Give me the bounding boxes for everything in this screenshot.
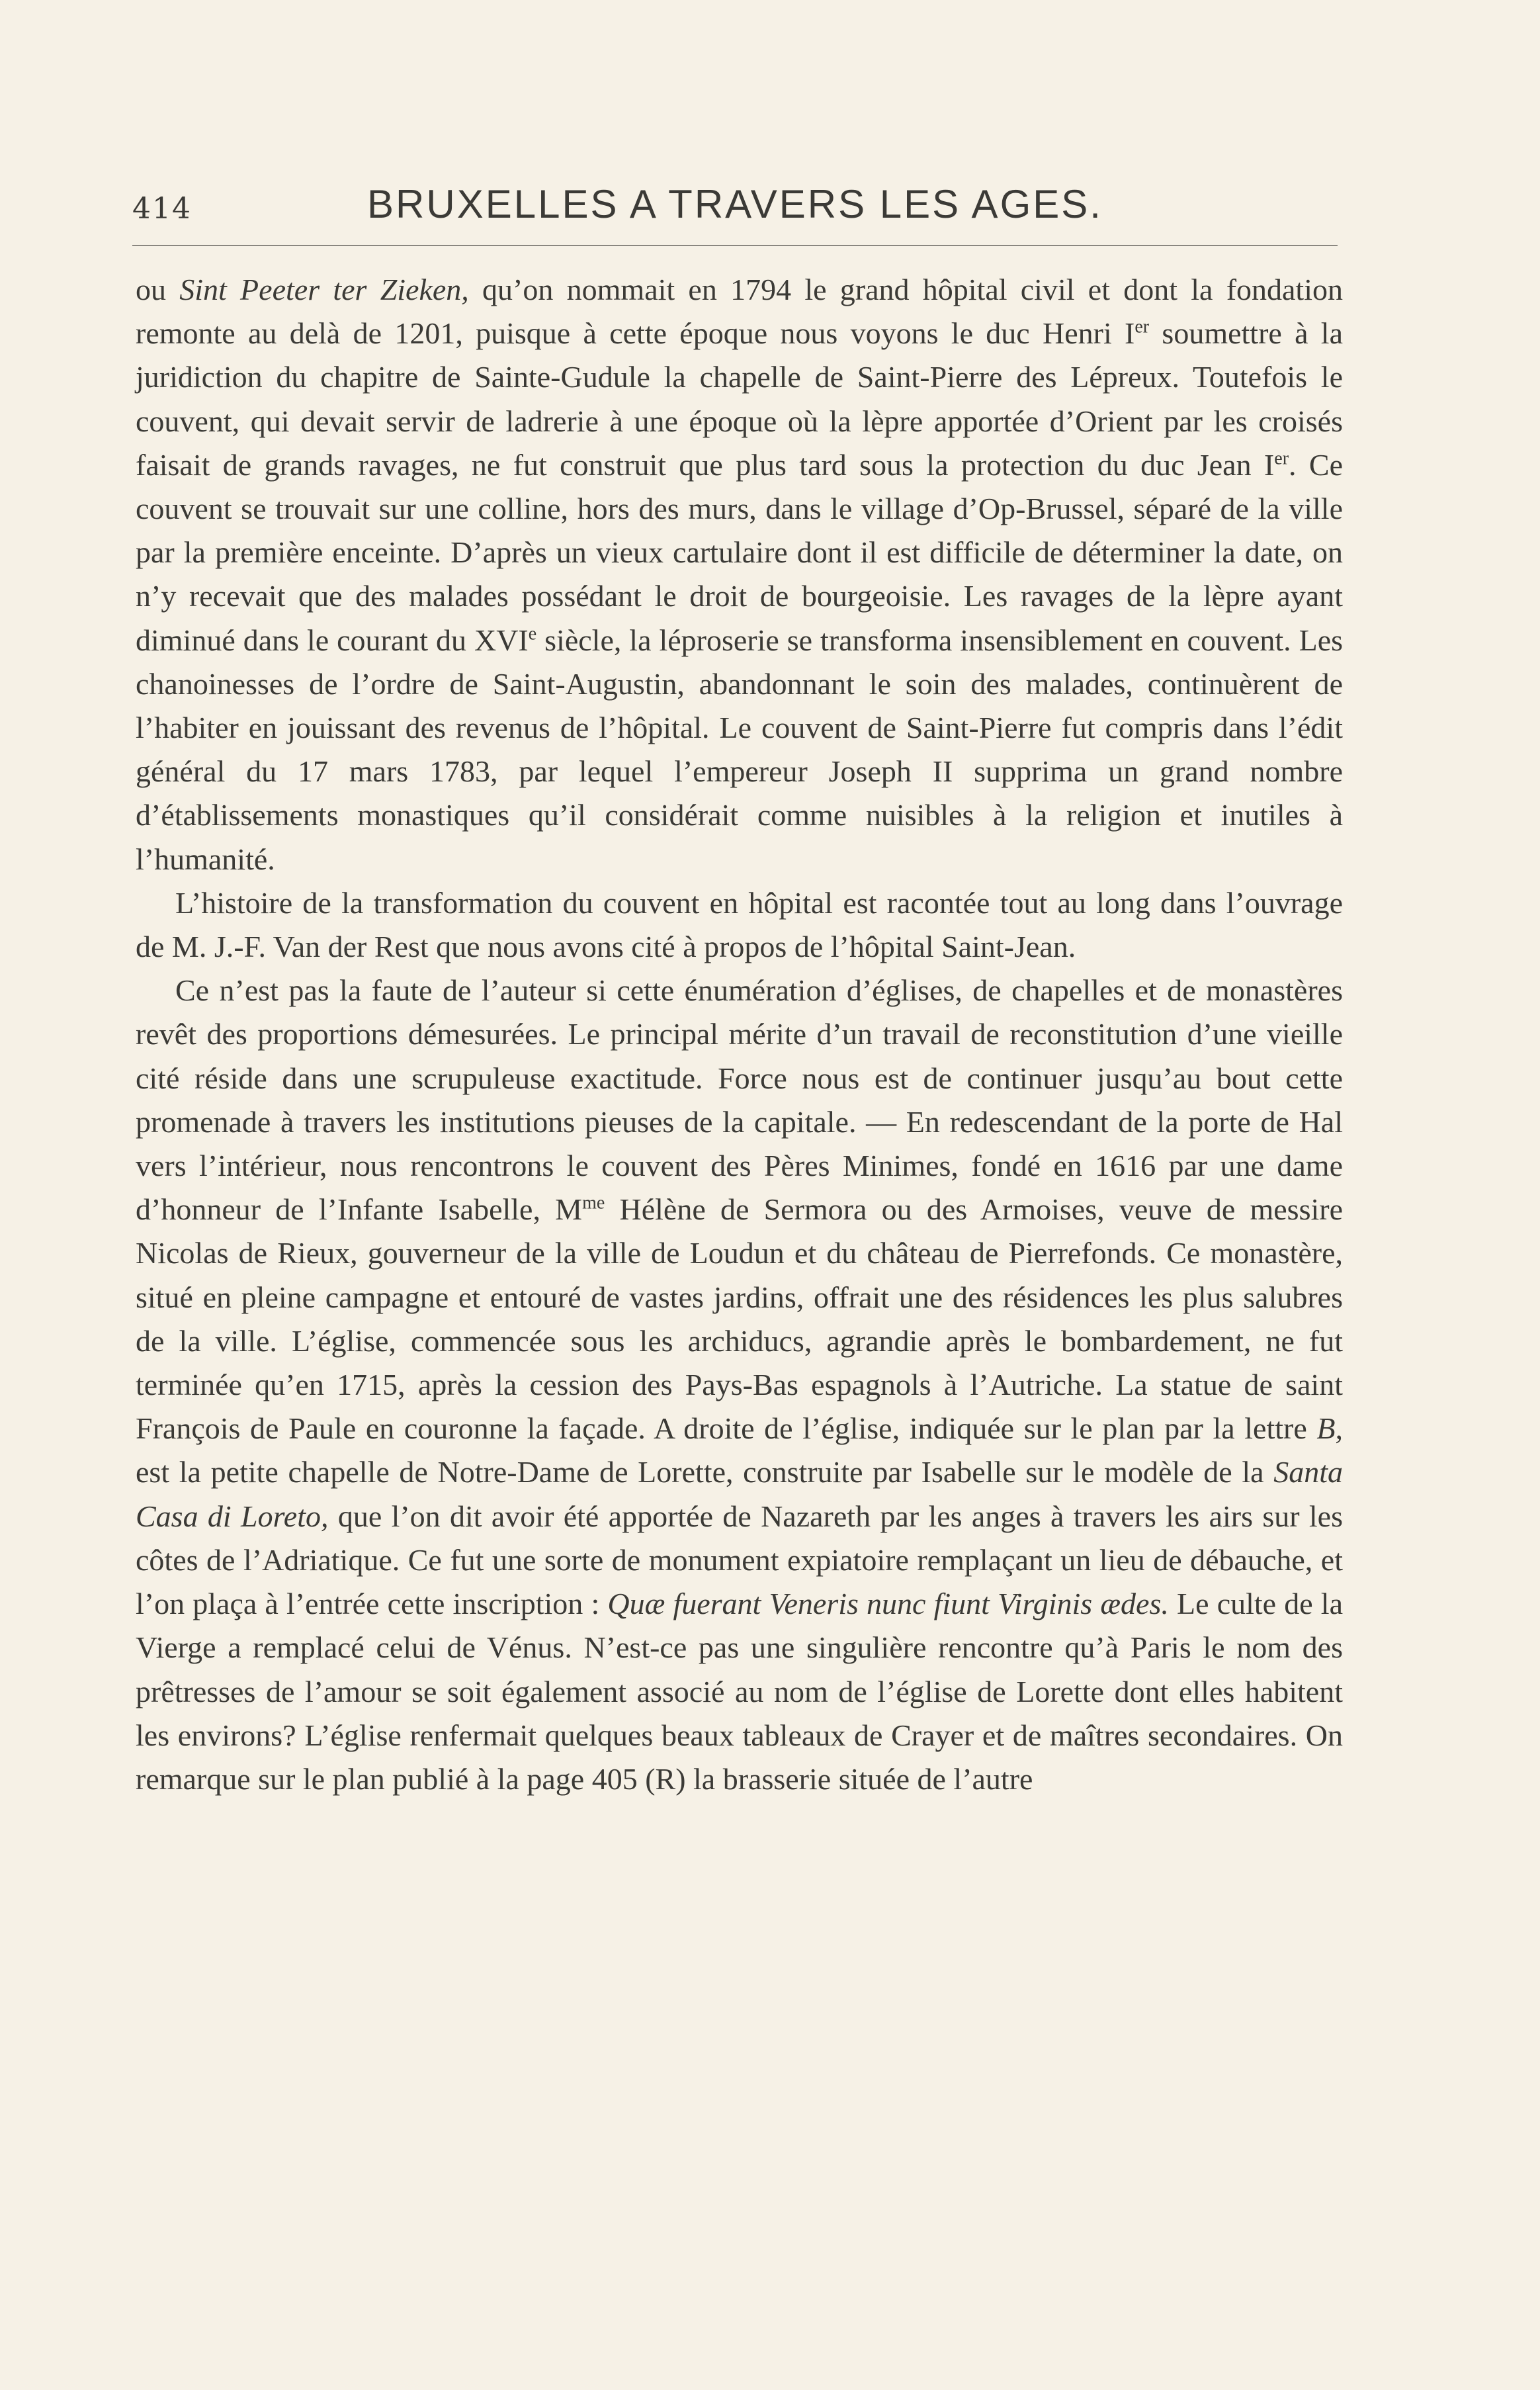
superscript: me	[582, 1192, 605, 1214]
text-run: que l’on dit avoir été apportée de Nazareth par les anges à travers les airs sur les côtes de l’Adriatique. Ce fut une sorte de monument expiatoire remplaçant un lieu de débauche, et l’on plaça à l’entrée cette inscription :	[136, 1499, 1343, 1621]
text-run: est la petite chapelle de Notre-Dame de Lorette, construite par Isabelle sur le modèle de la	[136, 1455, 1274, 1489]
italic-text: Santa Casa di Loreto,	[136, 1455, 1343, 1533]
paragraph	[136, 268, 1343, 881]
italic-text: B,	[1316, 1411, 1343, 1446]
text-run: Hélène de Sermora ou des Armoises, veuve de messire Nicolas de Rieux, gouverneur de la ville de Loudun et du château de Pierrefonds. Ce monastère, situé en pleine campagne et entouré de vastes jardins, offrait une des résidences les plus salubres de la ville. L’église, commencée sous les archiducs, agrandie après le bombardement, ne fut terminée qu’en 1715, après la cession des Pays-Bas espagnols à l’Autriche. La statue de saint François de Paule en couronne la façade. A droite de l’église, indiquée sur le plan par la lettre	[136, 1192, 1343, 1446]
paragraph	[136, 969, 1343, 1801]
body-text	[136, 268, 1343, 1801]
text-run: siècle, la léproserie se transforma insensiblement en couvent. Les chanoinesses de l’ordre de Saint-Augustin, abandonnant le soin des malades, continuèrent de l’habiter en jouissant des revenus de l’hôpital. Le couvent de Saint-Pierre fut compris dans l’édit général du 17 mars 1783, par lequel l’empereur Joseph II supprima un grand nombre d’établissements monastiques qu’il considérait comme nuisibles à la religion et inutiles à l’humanité.	[136, 623, 1344, 876]
italic-text: Sint Peeter ter Zieken,	[179, 273, 469, 306]
header-rule	[132, 245, 1338, 246]
page-header	[132, 177, 1338, 243]
text-run: ou	[136, 273, 180, 306]
text-run: soumettre à la juridiction du chapitre de Sainte-Gudule la chapelle de Saint-Pierre des Lépreux. Toutefois le couvent, qui devait servir de ladrerie à une époque où la lèpre apportée d’Orient par les croisés faisait de grands ravages, ne fut construit que plus tard sous la protection du duc Jean I	[136, 316, 1344, 482]
page-number: 414	[132, 192, 192, 226]
text-run: qu’on nommait en 1794 le grand hôpital civil et dont la fondation remonte au delà de 1201, puisque à cette époque nous voyons le duc Henri I	[136, 273, 1343, 351]
text-run: L’histoire de la transformation du couvent en hôpital est racontée tout au long dans l’ouvrage de M. J.-F. Van der Rest que nous avons cité à propos de l’hôpital Saint-Jean.	[136, 885, 1343, 964]
running-title: BRUXELLES A TRAVERS LES AGES.	[367, 182, 1103, 226]
paragraph	[136, 881, 1343, 969]
text-run: Ce n’est pas la faute de l’auteur si cette énumération d’églises, de chapelles et de monastères revêt des proportions démesurées. Le principal mérite d’un travail de reconstitution d’une vieille cité réside dans une scrupuleuse exactitude. Force nous est de continuer jusqu’au bout cette promenade à travers les institutions pieuses de la capitale. — En redescendant de la porte de Hal vers l’intérieur, nous rencontrons le couvent des Pères Minimes, fondé en 1616 par une dame d’honneur de l’Infante Isabelle, M	[136, 973, 1343, 1227]
text-run: . Ce couvent se trouvait sur une colline, hors des murs, dans le village d’Op-Brussel, séparé de la ville par la première enceinte. D’après un vieux cartulaire dont il est difficile de déterminer la date, on n’y recevait que des malades possédant le droit de bourgeoisie. Les ravages de la lèpre ayant diminué dans le courant du XVI	[136, 447, 1343, 657]
text-run: Le culte de la Vierge a remplacé celui de Vénus. N’est-ce pas une singulière rencontre qu’à Paris le nom des prêtresses de l’amour se soit également associé au nom de l’église de Lorette dont elles habitent les environs? L’église renfermait quelques beaux tableaux de Crayer et de maîtres secondaires. On remarque sur le plan publié à la page 405 (R) la brasserie située de l’autre	[136, 1587, 1343, 1796]
superscript: e	[528, 623, 537, 644]
italic-text: Quæ fuerant Veneris nunc fiunt Virginis ædes.	[607, 1587, 1169, 1621]
superscript: er	[1134, 316, 1150, 337]
superscript: er	[1274, 448, 1289, 469]
